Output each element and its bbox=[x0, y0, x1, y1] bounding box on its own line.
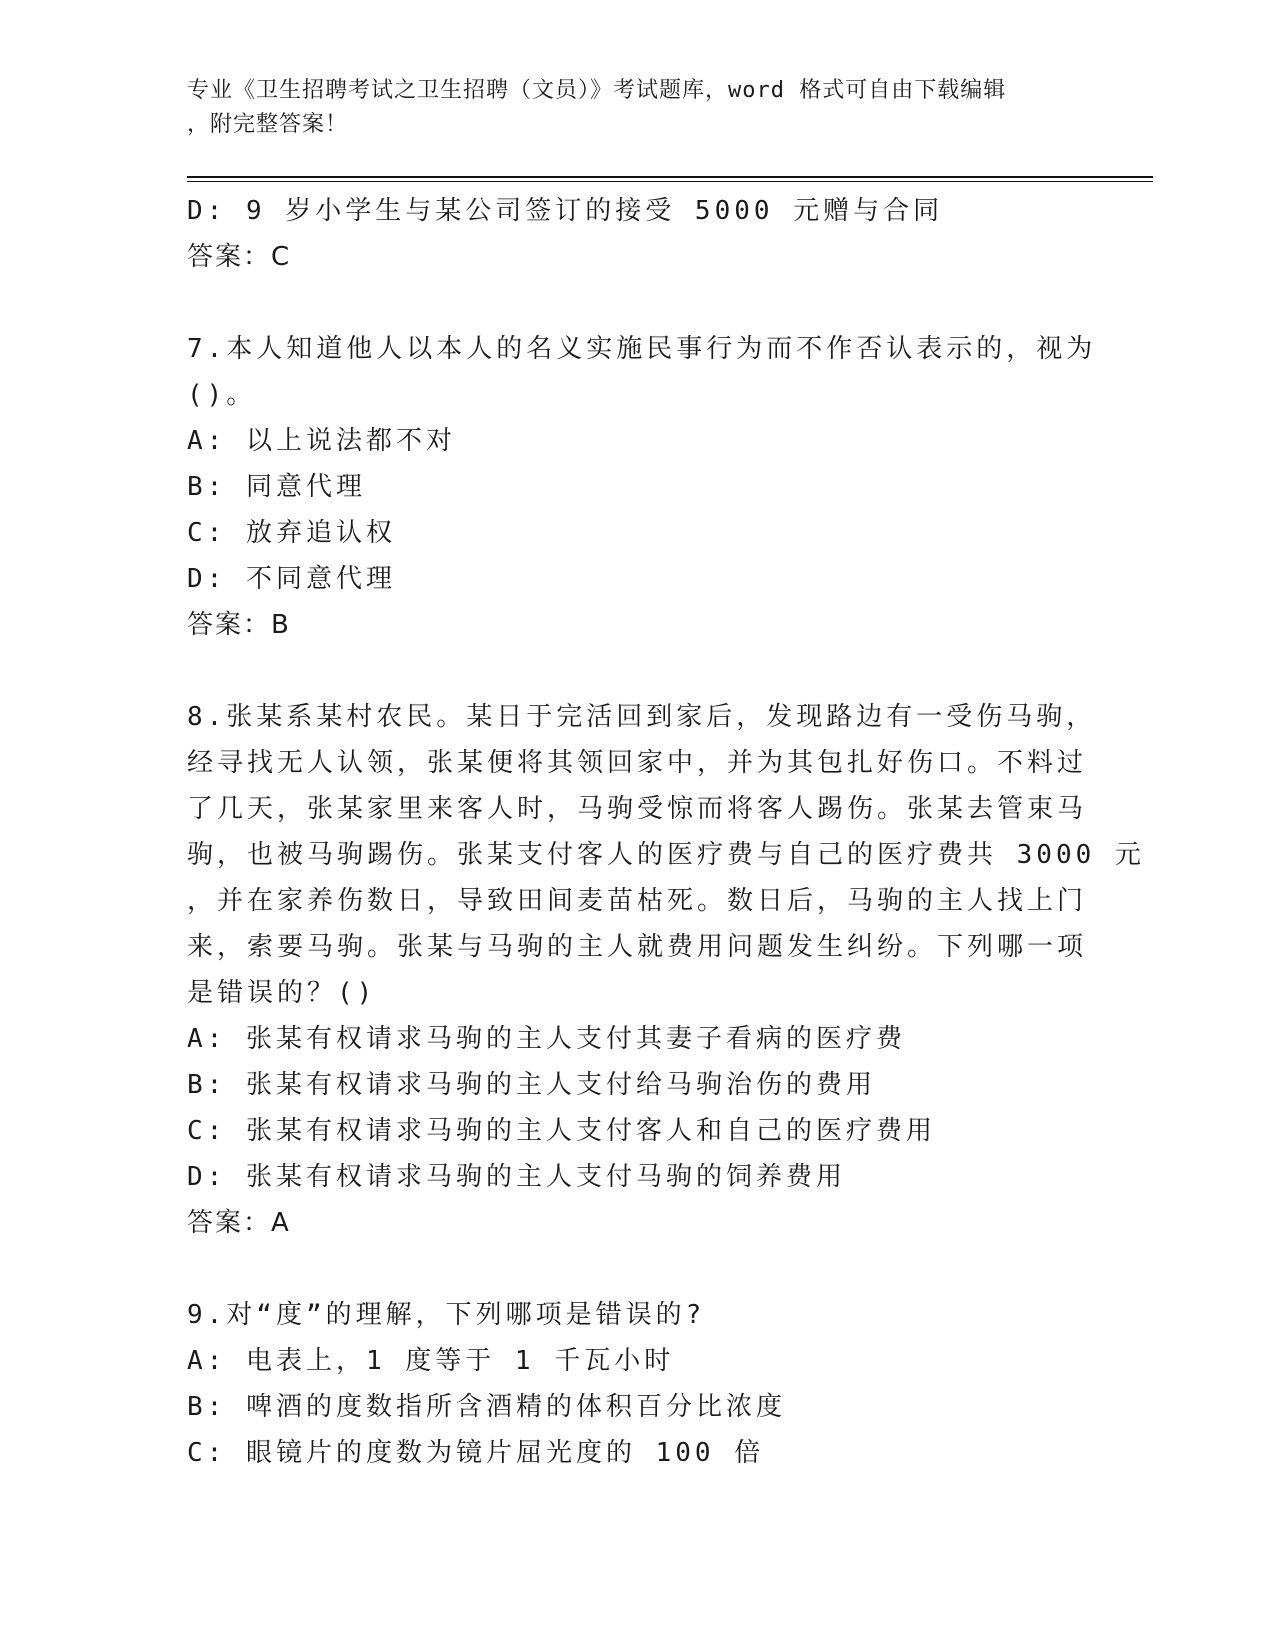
question-9 bbox=[187, 1292, 1087, 1476]
option-b: B: 同意代理 bbox=[187, 472, 366, 502]
header-line-1: 专业《卫生招聘考试之卫生招聘（文员）》考试题库，word 格式可自由下载编辑 bbox=[187, 78, 1007, 103]
question-stem-line: 来，索要马驹。张某与马驹的主人就费用问题发生纠纷。下列哪一项 bbox=[187, 932, 1088, 962]
question-stem-line: 了几天，张某家里来客人时，马驹受惊而将客人踢伤。张某去管束马 bbox=[187, 794, 1088, 824]
option-d: D: 不同意代理 bbox=[187, 564, 396, 594]
option-d: D: 张某有权请求马驹的主人支付马驹的饲养费用 bbox=[187, 1162, 846, 1192]
spacer bbox=[187, 648, 1087, 694]
question-stem-line: 是错误的？() bbox=[187, 978, 377, 1008]
question-7 bbox=[187, 326, 1097, 648]
answer: 答案：A bbox=[187, 1208, 291, 1238]
document-header bbox=[187, 74, 1087, 142]
question-stem-line: ()。 bbox=[187, 380, 257, 410]
answer: 答案：B bbox=[187, 610, 291, 640]
spacer bbox=[187, 280, 1087, 326]
option-c: C: 张某有权请求马驹的主人支付客人和自己的医疗费用 bbox=[187, 1116, 936, 1146]
header-line-2: ，附完整答案！ bbox=[187, 112, 349, 137]
option-a: A: 以上说法都不对 bbox=[187, 426, 456, 456]
option-d: D: 9 岁小学生与某公司签订的接受 5000 元赠与合同 bbox=[187, 196, 944, 226]
option-c: C: 放弃追认权 bbox=[187, 518, 396, 548]
answer: 答案：C bbox=[187, 242, 292, 272]
spacer bbox=[187, 1246, 1087, 1292]
header-divider-thin bbox=[187, 181, 1153, 182]
question-stem-line: ，并在家养伤数日，导致田间麦苗枯死。数日后，马驹的主人找上门 bbox=[187, 886, 1088, 916]
question-content bbox=[187, 188, 1145, 1476]
option-b: B: 啤酒的度数指所含酒精的体积百分比浓度 bbox=[187, 1392, 786, 1422]
question-8 bbox=[187, 694, 1145, 1246]
question-stem-line: 7.本人知道他人以本人的名义实施民事行为而不作否认表示的，视为 bbox=[187, 334, 1097, 364]
question-stem-line: 驹，也被马驹踢伤。张某支付客人的医疗费与自己的医疗费共 3000 元 bbox=[187, 840, 1145, 870]
header-divider-thick bbox=[187, 176, 1153, 178]
question-stem-line: 经寻找无人认领，张某便将其领回家中，并为其包扎好伤口。不料过 bbox=[187, 748, 1088, 778]
question-stem-line: 9.对“度”的理解，下列哪项是错误的? bbox=[187, 1300, 706, 1330]
option-a: A: 张某有权请求马驹的主人支付其妻子看病的医疗费 bbox=[187, 1024, 906, 1054]
option-a: A: 电表上，1 度等于 1 千瓦小时 bbox=[187, 1346, 675, 1376]
question-6-tail bbox=[187, 188, 1087, 280]
option-b: B: 张某有权请求马驹的主人支付给马驹治伤的费用 bbox=[187, 1070, 876, 1100]
option-c: C: 眼镜片的度数为镜片屈光度的 100 倍 bbox=[187, 1438, 765, 1468]
question-stem-line: 8.张某系某村农民。某日于完活回到家后，发现路边有一受伤马驹， bbox=[187, 702, 1097, 732]
